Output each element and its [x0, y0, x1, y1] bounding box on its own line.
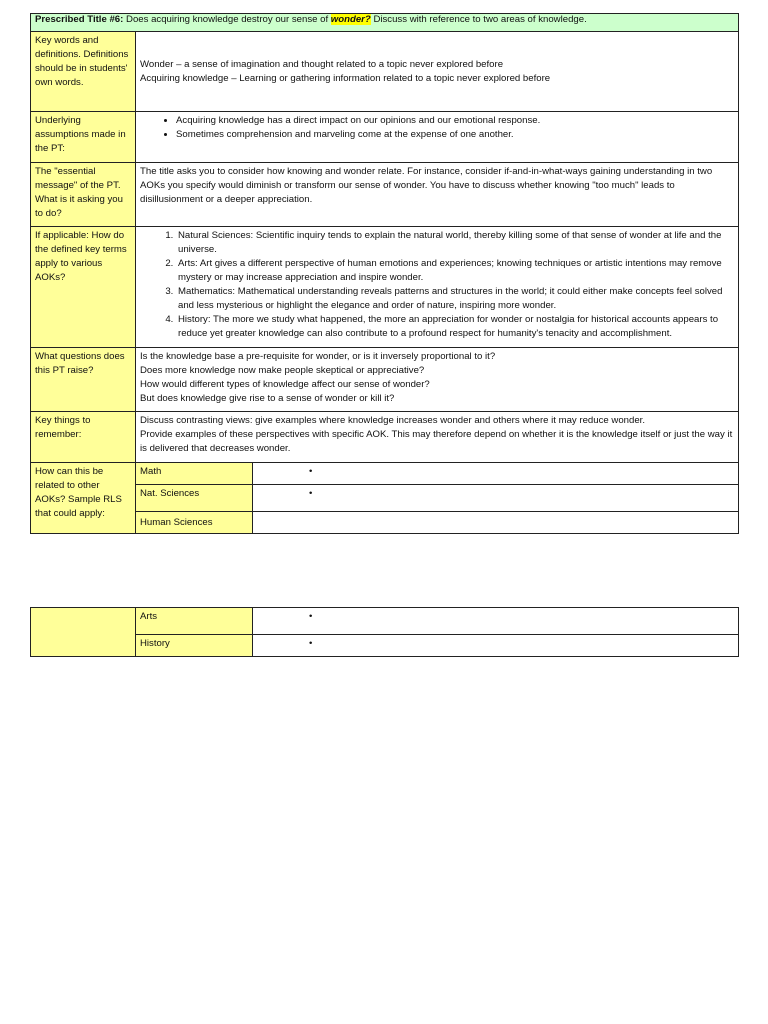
assumption-item: • Sometimes comprehension and marveling come at the expense of one another.	[176, 128, 734, 142]
assumptions-label: Underlying assumptions made in the PT:	[31, 112, 136, 163]
related-history-row	[31, 635, 739, 657]
related-label: How can this be related to other AOKs? Sample RLS that could apply:	[31, 463, 136, 534]
questions-row	[31, 348, 739, 412]
message-content: The title asks you to consider how knowing and wonder relate. For instance, consider if-and-in-what-ways gaining understanding in two AOKs you specify would diminish or transform our sense of wonder. You have to discuss whether knowing "too much" leads to disillusionment or a deeper appreciation.	[136, 163, 739, 227]
aok-item: 4. History: The more we study what happened, the more an appreciation for wonder or nostalgia for historical accounts appears to reduce yet greater knowledge can also contribute to a profound respect for humanity's tenacity and accomplishment.	[176, 313, 734, 341]
related-human-row	[31, 512, 739, 534]
questions-label: What questions does this PT raise?	[31, 348, 136, 412]
remember-row	[31, 412, 739, 463]
related-nat-row	[31, 485, 739, 512]
aoks-content	[136, 227, 739, 348]
related-arts-row	[31, 608, 739, 635]
assumptions-row	[31, 112, 739, 163]
aok-item: 3. Mathematics: Mathematical understanding reveals patterns and structures in the world; it could either make concepts feel solved and less mysterious or highlight the elegance and order of nature, inspiring more wonder.	[176, 285, 734, 313]
question-line: Is the knowledge base a pre-requisite for wonder, or is it inversely proportional to it?	[140, 351, 496, 362]
aok-item: 1. Natural Sciences: Scientific inquiry tends to explain the natural world, thereby killing some of that sense of wonder at life and the universe.	[176, 229, 734, 257]
related-nat-label: Nat. Sciences	[136, 485, 253, 512]
related-history-bullet: •	[253, 635, 739, 657]
remember-line: Discuss contrasting views: give examples where knowledge increases wonder and others where it may reduce wonder.	[140, 415, 645, 426]
questions-content	[136, 348, 739, 412]
title-prefix: Prescribed Title #6:	[35, 14, 124, 25]
definitions-content	[136, 32, 739, 112]
aoks-label: If applicable: How do the defined key terms apply to various AOKs?	[31, 227, 136, 348]
continued-label-cell	[31, 608, 136, 657]
assumption-item: • Acquiring knowledge has a direct impact on our opinions and our emotional response.	[176, 114, 734, 128]
related-human-label: Human Sciences	[136, 512, 253, 534]
related-arts-label: Arts	[136, 608, 253, 635]
planning-table	[30, 13, 739, 534]
question-line: How would different types of knowledge affect our sense of wonder?	[140, 379, 430, 390]
question-line: But does knowledge give rise to a sense of wonder or kill it?	[140, 393, 395, 404]
message-row	[31, 163, 739, 227]
assumptions-list	[140, 114, 734, 142]
related-history-label: History	[136, 635, 253, 657]
related-math-row	[31, 463, 739, 485]
title-text-before: Does acquiring knowledge destroy our sense of	[123, 14, 331, 25]
aoks-row	[31, 227, 739, 348]
message-label: The "essential message" of the PT. What is it asking you to do?	[31, 163, 136, 227]
definitions-label: Key words and definitions. Definitions should be in students' own words.	[31, 32, 136, 112]
title-highlight: wonder?	[330, 14, 371, 25]
remember-label: Key things to remember:	[31, 412, 136, 463]
related-math-bullet: •	[253, 463, 739, 485]
related-nat-bullet: •	[253, 485, 739, 512]
definition-line: Acquiring knowledge – Learning or gathering information related to a topic never explored before	[140, 72, 551, 84]
remember-line: Provide examples of these perspectives with specific AOK. This may therefore depend on whether it is the knowledge itself or just the way it is delivered that decreases wonder.	[140, 429, 733, 454]
title-row	[31, 14, 739, 32]
continued-table	[30, 607, 739, 657]
remember-content	[136, 412, 739, 463]
related-math-label: Math	[136, 463, 253, 485]
aok-item: 2. Arts: Art gives a different perspective of human emotions and experiences; knowing techniques or artistic intentions may remove mystery or may increase appreciation and inspire wonder.	[176, 257, 734, 285]
question-line: Does more knowledge now make people skeptical or appreciative?	[140, 365, 425, 376]
definition-line: Wonder – a sense of imagination and thought related to a topic never explored before	[140, 58, 504, 70]
title-cell	[31, 14, 739, 32]
title-text-after: Discuss with reference to two areas of knowledge.	[370, 14, 587, 25]
related-human-cell	[253, 512, 739, 534]
aoks-list	[140, 229, 734, 341]
assumptions-content	[136, 112, 739, 163]
related-arts-bullet: •	[253, 608, 739, 635]
definitions-row	[31, 32, 739, 112]
